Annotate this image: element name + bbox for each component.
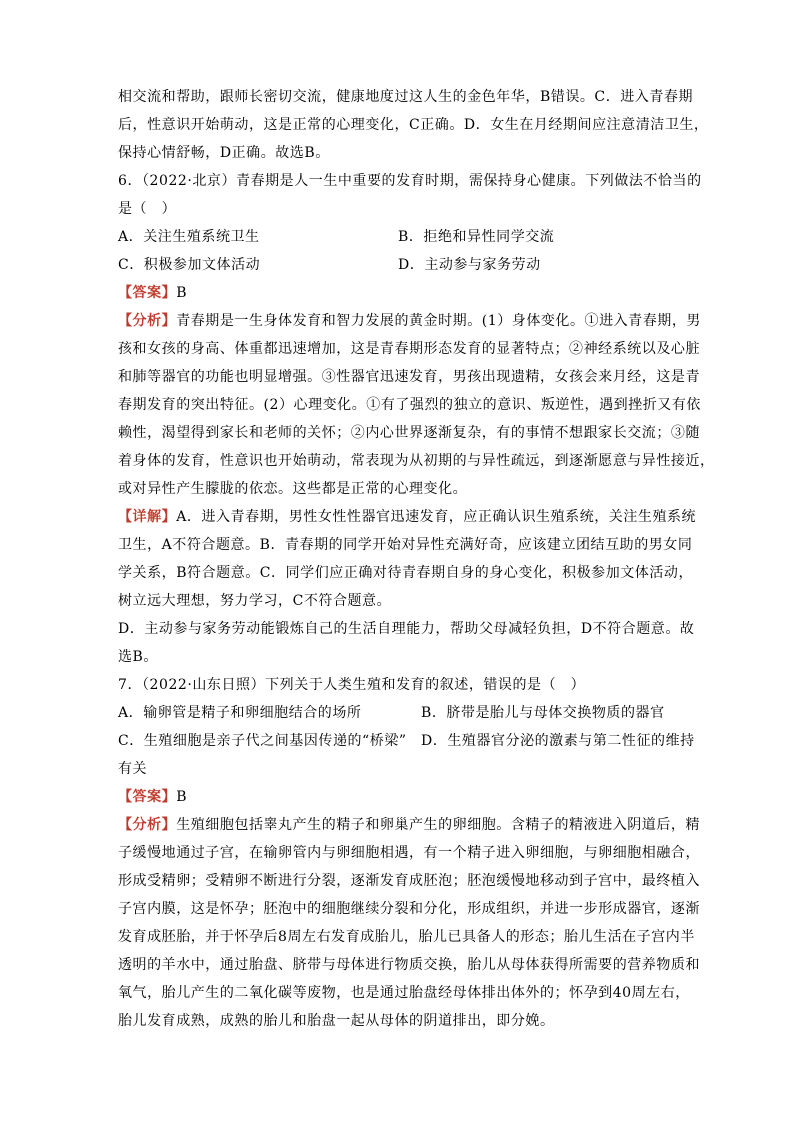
- q6-detail-line-5: D．主动参与家务劳动能锻炼自己的生活自理能力，帮助父母减轻负担，D不符合题意。故: [118, 621, 695, 637]
- intro-line-2: 后，性意识开始萌动，这是正常的心理变化，C正确。D．女生在月经期间应注意清洁卫生，: [118, 117, 709, 133]
- q6-analysis-tag: 【分析】: [118, 313, 177, 329]
- q6-answer-tag: 【答案】: [118, 285, 177, 301]
- q6-detail-text-1: A．进入青春期，男性女性性器官迅速发育，应正确认识生殖系统，关注生殖系统: [176, 509, 697, 525]
- q6-option-a: A．关注生殖系统卫生: [118, 229, 260, 245]
- q7-option-b: B．脐带是胎儿与母体交换物质的器官: [421, 705, 665, 721]
- q6-answer-value: B: [176, 285, 188, 301]
- q6-analysis-line-7: 或对异性产生朦胧的依恋。这些都是正常的心理变化。: [118, 481, 468, 497]
- q7-analysis-line-4: 子宫内膜，这是怀孕；胚泡中的细胞继续分裂和分化，形成组织，并进一步形成器官，逐渐: [118, 901, 700, 917]
- q7-answer-value: B: [176, 789, 188, 805]
- q7-analysis-line-2: 子缓慢地通过子宫，在输卵管内与卵细胞相遇，有一个精子进入卵细胞，与卵细胞相融合，: [118, 845, 700, 861]
- q7-analysis-line-5: 发育成胚胎，并于怀孕后8周左右发育成胎儿，胎儿已具备人的形态；胎儿生活在子宫内半: [118, 929, 695, 945]
- q6-detail-line-6: 选B。: [118, 649, 158, 665]
- q7-option-c: C．生殖细胞是亲子代之间基因传递的“桥梁”: [118, 733, 407, 749]
- q7-analysis-line-8: 胎儿发育成熟，成熟的胎儿和胎盘一起从母体的阴道排出，即分娩。: [118, 1013, 555, 1029]
- intro-line-3: 保持心情舒畅，D正确。故选B。: [118, 145, 330, 161]
- q7-analysis-line-6: 透明的羊水中，通过胎盘、脐带与母体进行物质交换，胎儿从母体获得所需要的营养物质和: [118, 957, 700, 973]
- q6-detail-tag: 【详解】: [118, 509, 177, 525]
- q7-analysis-text-1: 生殖细胞包括睾丸产生的精子和卵巢产生的卵细胞。含精子的精液进入阴道后，精: [176, 817, 701, 833]
- q6-analysis-line-1: [118, 312, 701, 330]
- q6-stem-line-2: 是（ ）: [118, 201, 177, 217]
- q7-answer: [118, 788, 187, 806]
- q6-option-d: D．主动参与家务劳动: [398, 257, 541, 273]
- q7-option-d-continued: 有关: [118, 761, 148, 777]
- q6-analysis-line-6: 着身体的发育，性意识也开始萌动，常表现为从初期的与异性疏远，到逐渐愿意与异性接近，: [118, 453, 715, 469]
- intro-line-1: 相交流和帮助，跟师长密切交流，健康地度过这人生的金色年华，B错误。C．进入青春期: [118, 89, 693, 105]
- q6-detail-line-3: 学关系，B符合题意。C．同学们应正确对待青春期自身的身心变化，积极参加文体活动，: [118, 565, 693, 581]
- q6-analysis-line-5: 赖性，渴望得到家长和老师的关怀；②内心世界逐渐复杂，有的事情不想跟家长交流；③随: [118, 425, 700, 441]
- q6-detail-line-4: 树立远大理想，努力学习，C不符合题意。: [118, 593, 392, 609]
- q7-analysis-line-3: 形成受精卵；受精卵不断进行分裂，逐渐发育成胚泡；胚泡缓慢地移动到子宫中，最终植入: [118, 873, 700, 889]
- q6-option-c: C．积极参加文体活动: [118, 257, 261, 273]
- q7-answer-tag: 【答案】: [118, 789, 177, 805]
- q6-stem-line-1: 6．（2022·北京）青春期是人一生中重要的发育时期，需保持身心健康。下列做法不恰当的: [118, 173, 702, 189]
- q7-option-a: A．输卵管是精子和卵细胞结合的场所: [118, 705, 362, 721]
- q6-analysis-text-1: 青春期是一生身体发育和智力发展的黄金时期。(1）身体变化。①进入青春期，男: [176, 313, 701, 329]
- q7-option-d: D．生殖器官分泌的激素与第二性征的维持: [421, 733, 695, 749]
- q6-analysis-line-2: 孩和女孩的身高、体重都迅速增加，这是青春期形态发育的显著特点；②神经系统以及心脏: [118, 341, 700, 357]
- q7-analysis-tag: 【分析】: [118, 817, 177, 833]
- q7-analysis-line-7: 氧气，胎儿产生的二氧化碳等废物，也是通过胎盘经母体排出体外的；怀孕到40周左右，: [118, 985, 690, 1001]
- q6-detail-line-2: 卫生，A不符合题意。B．青春期的同学开始对异性充满好奇，应该建立团结互助的男女同: [118, 537, 693, 553]
- q7-analysis-line-1: [118, 816, 700, 834]
- q6-option-b: B．拒绝和异性同学交流: [398, 229, 555, 245]
- q6-answer: [118, 284, 187, 302]
- q6-analysis-line-4: 春期发育的突出特征。(2）心理变化。①有了强烈的独立的意识、叛逆性，遇到挫折又有依: [118, 397, 701, 413]
- q6-analysis-line-3: 和肺等器官的功能也明显增强。③性器官迅速发育，男孩出现遗精，女孩会来月经，这是青: [118, 369, 700, 385]
- q6-detail-line-1: [118, 508, 696, 526]
- q7-stem: 7．（2022·山东日照）下列关于人类生殖和发育的叙述，错误的是（ ）: [118, 677, 586, 693]
